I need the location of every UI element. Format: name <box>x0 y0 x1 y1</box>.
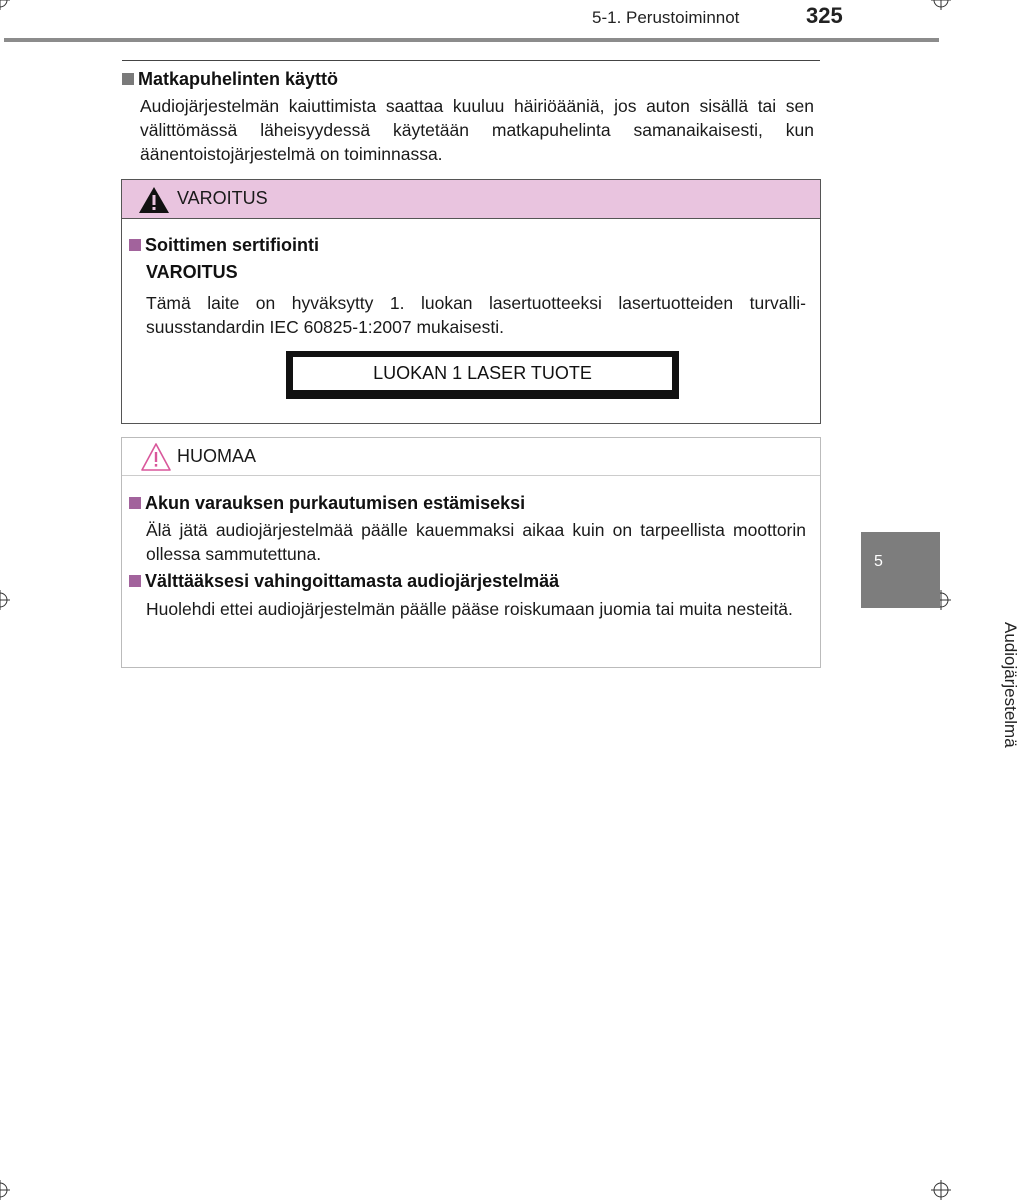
chapter-label <box>880 622 1020 762</box>
registration-mark-icon <box>931 1180 951 1200</box>
warning-triangle-icon <box>138 186 170 214</box>
warning-body-line: Tämä laite on hyväksytty 1. luokan lasertuotteeksi lasertuotteiden turvalli- <box>146 293 806 313</box>
header-rule <box>4 38 939 42</box>
bullet-square-icon <box>122 73 134 85</box>
notice-item-heading: Akun varauksen purkautumisen estämiseksi <box>129 493 525 514</box>
notice-title: HUOMAA <box>177 446 257 466</box>
registration-mark-icon <box>0 0 10 10</box>
chapter-number: 5 <box>874 553 883 570</box>
chapter-label-text: Audiojärjestelmä <box>1001 622 1020 748</box>
notice-item-body: Huolehdi ettei audiojärjestelmän päälle pääse roiskumaan juomia tai muita nesteitä. <box>146 599 793 619</box>
laser-class-label <box>286 351 679 399</box>
bullet-square-icon <box>129 239 141 251</box>
laser-label-text: LUOKAN 1 LASER TUOTE <box>293 357 672 390</box>
registration-mark-icon <box>0 1180 10 1200</box>
intro-body: Audiojärjestelmän kaiuttimista saattaa kuuluu häiriöääniä, jos auton sisällä tai sen välittömässä läheisyydessä käytetään matkapuhelinta samanaikaisesti, kun äänentoistojärjestelmä on toiminnassa. <box>140 96 814 164</box>
registration-mark-icon <box>0 590 10 610</box>
intro-heading: Matkapuhelinten käyttö <box>122 69 338 90</box>
caution-triangle-icon <box>140 442 172 472</box>
notice-item-heading: Välttääksesi vahingoittamasta audiojärjestelmää <box>129 571 559 592</box>
warning-body <box>146 291 806 339</box>
warning-heading: Soittimen sertifiointi <box>129 235 319 256</box>
warning-subheading: VAROITUS <box>146 262 238 282</box>
page-number: 325 <box>806 3 843 28</box>
notice-item-body: Älä jätä audiojärjestelmää päälle kauemmaksi aikaa kuin on tarpeellista moottorin ollessa sammutettuna. <box>146 520 806 564</box>
section-title: 5-1. Perustoiminnot <box>592 8 740 27</box>
bullet-square-icon <box>129 497 141 509</box>
warning-title: VAROITUS <box>177 188 268 208</box>
chapter-tab[interactable] <box>861 532 940 608</box>
warning-body-line: suusstandardin IEC 60825-1:2007 mukaisesti. <box>146 317 504 337</box>
registration-mark-icon <box>931 0 951 10</box>
notice-header <box>122 438 820 476</box>
warning-header <box>122 180 820 219</box>
content-rule <box>122 60 820 61</box>
bullet-square-icon <box>129 575 141 587</box>
notice-box <box>121 437 821 668</box>
